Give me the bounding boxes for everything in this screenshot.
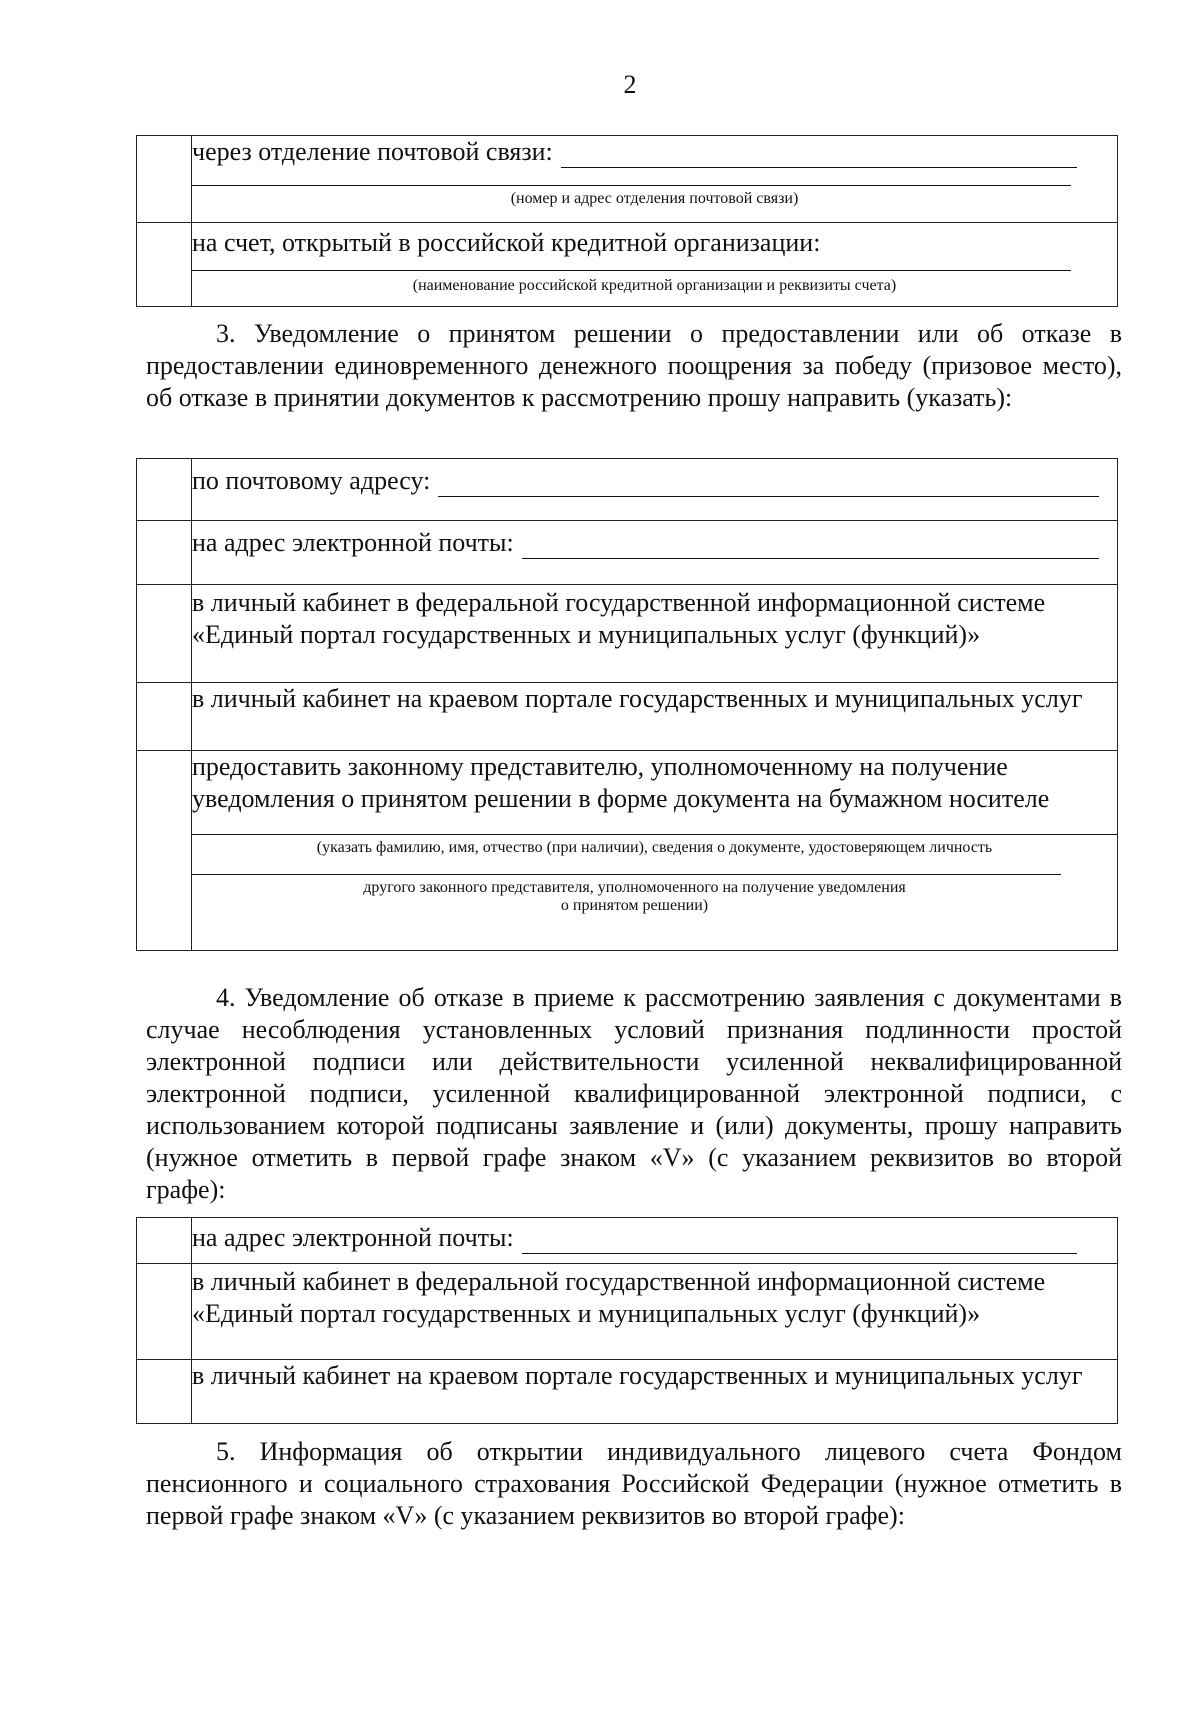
representative-input-line[interactable] [192, 833, 1117, 835]
checkbox-cell[interactable] [137, 683, 192, 751]
refusal-email-label: на адрес электронной почты: [192, 1223, 514, 1252]
postal-address-cell [192, 459, 1118, 521]
checkbox-cell[interactable] [137, 585, 192, 683]
checkbox-cell[interactable] [137, 1360, 192, 1424]
checkbox-cell[interactable] [137, 223, 192, 307]
postal-office-label: через отделение почтовой связи: [192, 137, 553, 166]
checkbox-cell[interactable] [137, 1264, 192, 1360]
table-row [137, 1360, 1118, 1424]
representative-caption-1: (указать фамилию, имя, отчество (при наличии), сведения о документе, удостоверяющем личность [316, 839, 993, 856]
table-row [137, 521, 1118, 585]
postal-address-label: по почтовому адресу: [192, 466, 431, 495]
bank-account-cell [192, 223, 1118, 307]
postal-address-input-line[interactable] [438, 470, 1099, 497]
bank-account-caption: (наименование российской кредитной организации и реквизиты счета) [412, 277, 897, 294]
representative-label: предоставить законному представителю, уполномоченному на получение уведомления о принятом решении в форме документа на бумажном носителе [192, 752, 1050, 813]
email-label: на адрес электронной почты: [192, 528, 514, 557]
gosuslugi-label: в личный кабинет в федеральной государственной информационной системе «Единый портал государственных и муниципальных услуг (функций)» [192, 588, 1046, 649]
table-row [137, 136, 1118, 223]
refusal-regional-cell [192, 1360, 1118, 1424]
table-row [137, 1264, 1118, 1360]
payment-method-table [136, 135, 1118, 307]
representative-caption-3: о принятом решении) [560, 897, 709, 914]
table-row [137, 751, 1118, 951]
postal-office-input-line-2[interactable] [192, 184, 1071, 186]
refusal-gosuslugi-label: в личный кабинет в федеральной государственной информационной системе «Единый портал государственных и муниципальных услуг (функций)» [192, 1267, 1046, 1328]
representative-caption-2: другого законного представителя, уполномоченного на получение уведомления [363, 879, 906, 896]
table-row [137, 459, 1118, 521]
checkbox-cell[interactable] [137, 459, 192, 521]
page-number: 2 [623, 70, 637, 99]
refusal-gosuslugi-cell [192, 1264, 1118, 1360]
checkbox-cell[interactable] [137, 521, 192, 585]
representative-cell [192, 751, 1118, 951]
paragraph-4: 4. Уведомление об отказе в приеме к рассмотрению заявления с документами в случае несоблюдения установленных условий признания подлинности простой электронной подписи или действительности усиленной неквалифицированной электронной подписи, усиленной квалифицированной электронной подписи, с использованием которой подписаны заявление и (или) документы, прошу направить (нужное отметить в первой графе знаком «V» (с указанием реквизитов во второй графе): [146, 983, 1122, 1204]
postal-office-cell [192, 136, 1118, 223]
notification-method-table [136, 458, 1118, 951]
table-row [137, 223, 1118, 307]
regional-portal-label: в личный кабинет на краевом портале государственных и муниципальных услуг [192, 684, 1083, 713]
email-cell [192, 521, 1118, 585]
gosuslugi-cell [192, 585, 1118, 683]
table-row [137, 683, 1118, 751]
checkbox-cell[interactable] [137, 1218, 192, 1264]
refusal-notification-table [136, 1217, 1118, 1424]
bank-account-label: на счет, открытый в российской кредитной организации: [192, 228, 821, 257]
regional-portal-cell [192, 683, 1118, 751]
checkbox-cell[interactable] [137, 136, 192, 223]
paragraph-5: 5. Информация об открытии индивидуального лицевого счета Фондом пенсионного и социального страхования Российской Федерации (нужное отметить в первой графе знаком «V» (с указанием реквизитов во второй графе): [146, 1437, 1122, 1530]
checkbox-cell[interactable] [137, 751, 192, 951]
bank-account-input-line[interactable] [192, 269, 1071, 271]
postal-office-caption: (номер и адрес отделения почтовой связи) [510, 190, 799, 207]
refusal-email-cell [192, 1218, 1118, 1264]
table-row [137, 585, 1118, 683]
refusal-regional-label: в личный кабинет на краевом портале государственных и муниципальных услуг [192, 1361, 1083, 1390]
postal-office-input-line[interactable] [561, 141, 1077, 168]
table-row [137, 1218, 1118, 1264]
representative-input-line-2[interactable] [192, 873, 1061, 875]
refusal-email-input-line[interactable] [522, 1227, 1077, 1254]
email-input-line[interactable] [522, 532, 1099, 559]
paragraph-3: 3. Уведомление о принятом решении о предоставлении или об отказе в предоставлении единовременного денежного поощрения за победу (призовое место), об отказе в принятии документов к рассмотрению прошу направить (указать): [146, 319, 1122, 412]
